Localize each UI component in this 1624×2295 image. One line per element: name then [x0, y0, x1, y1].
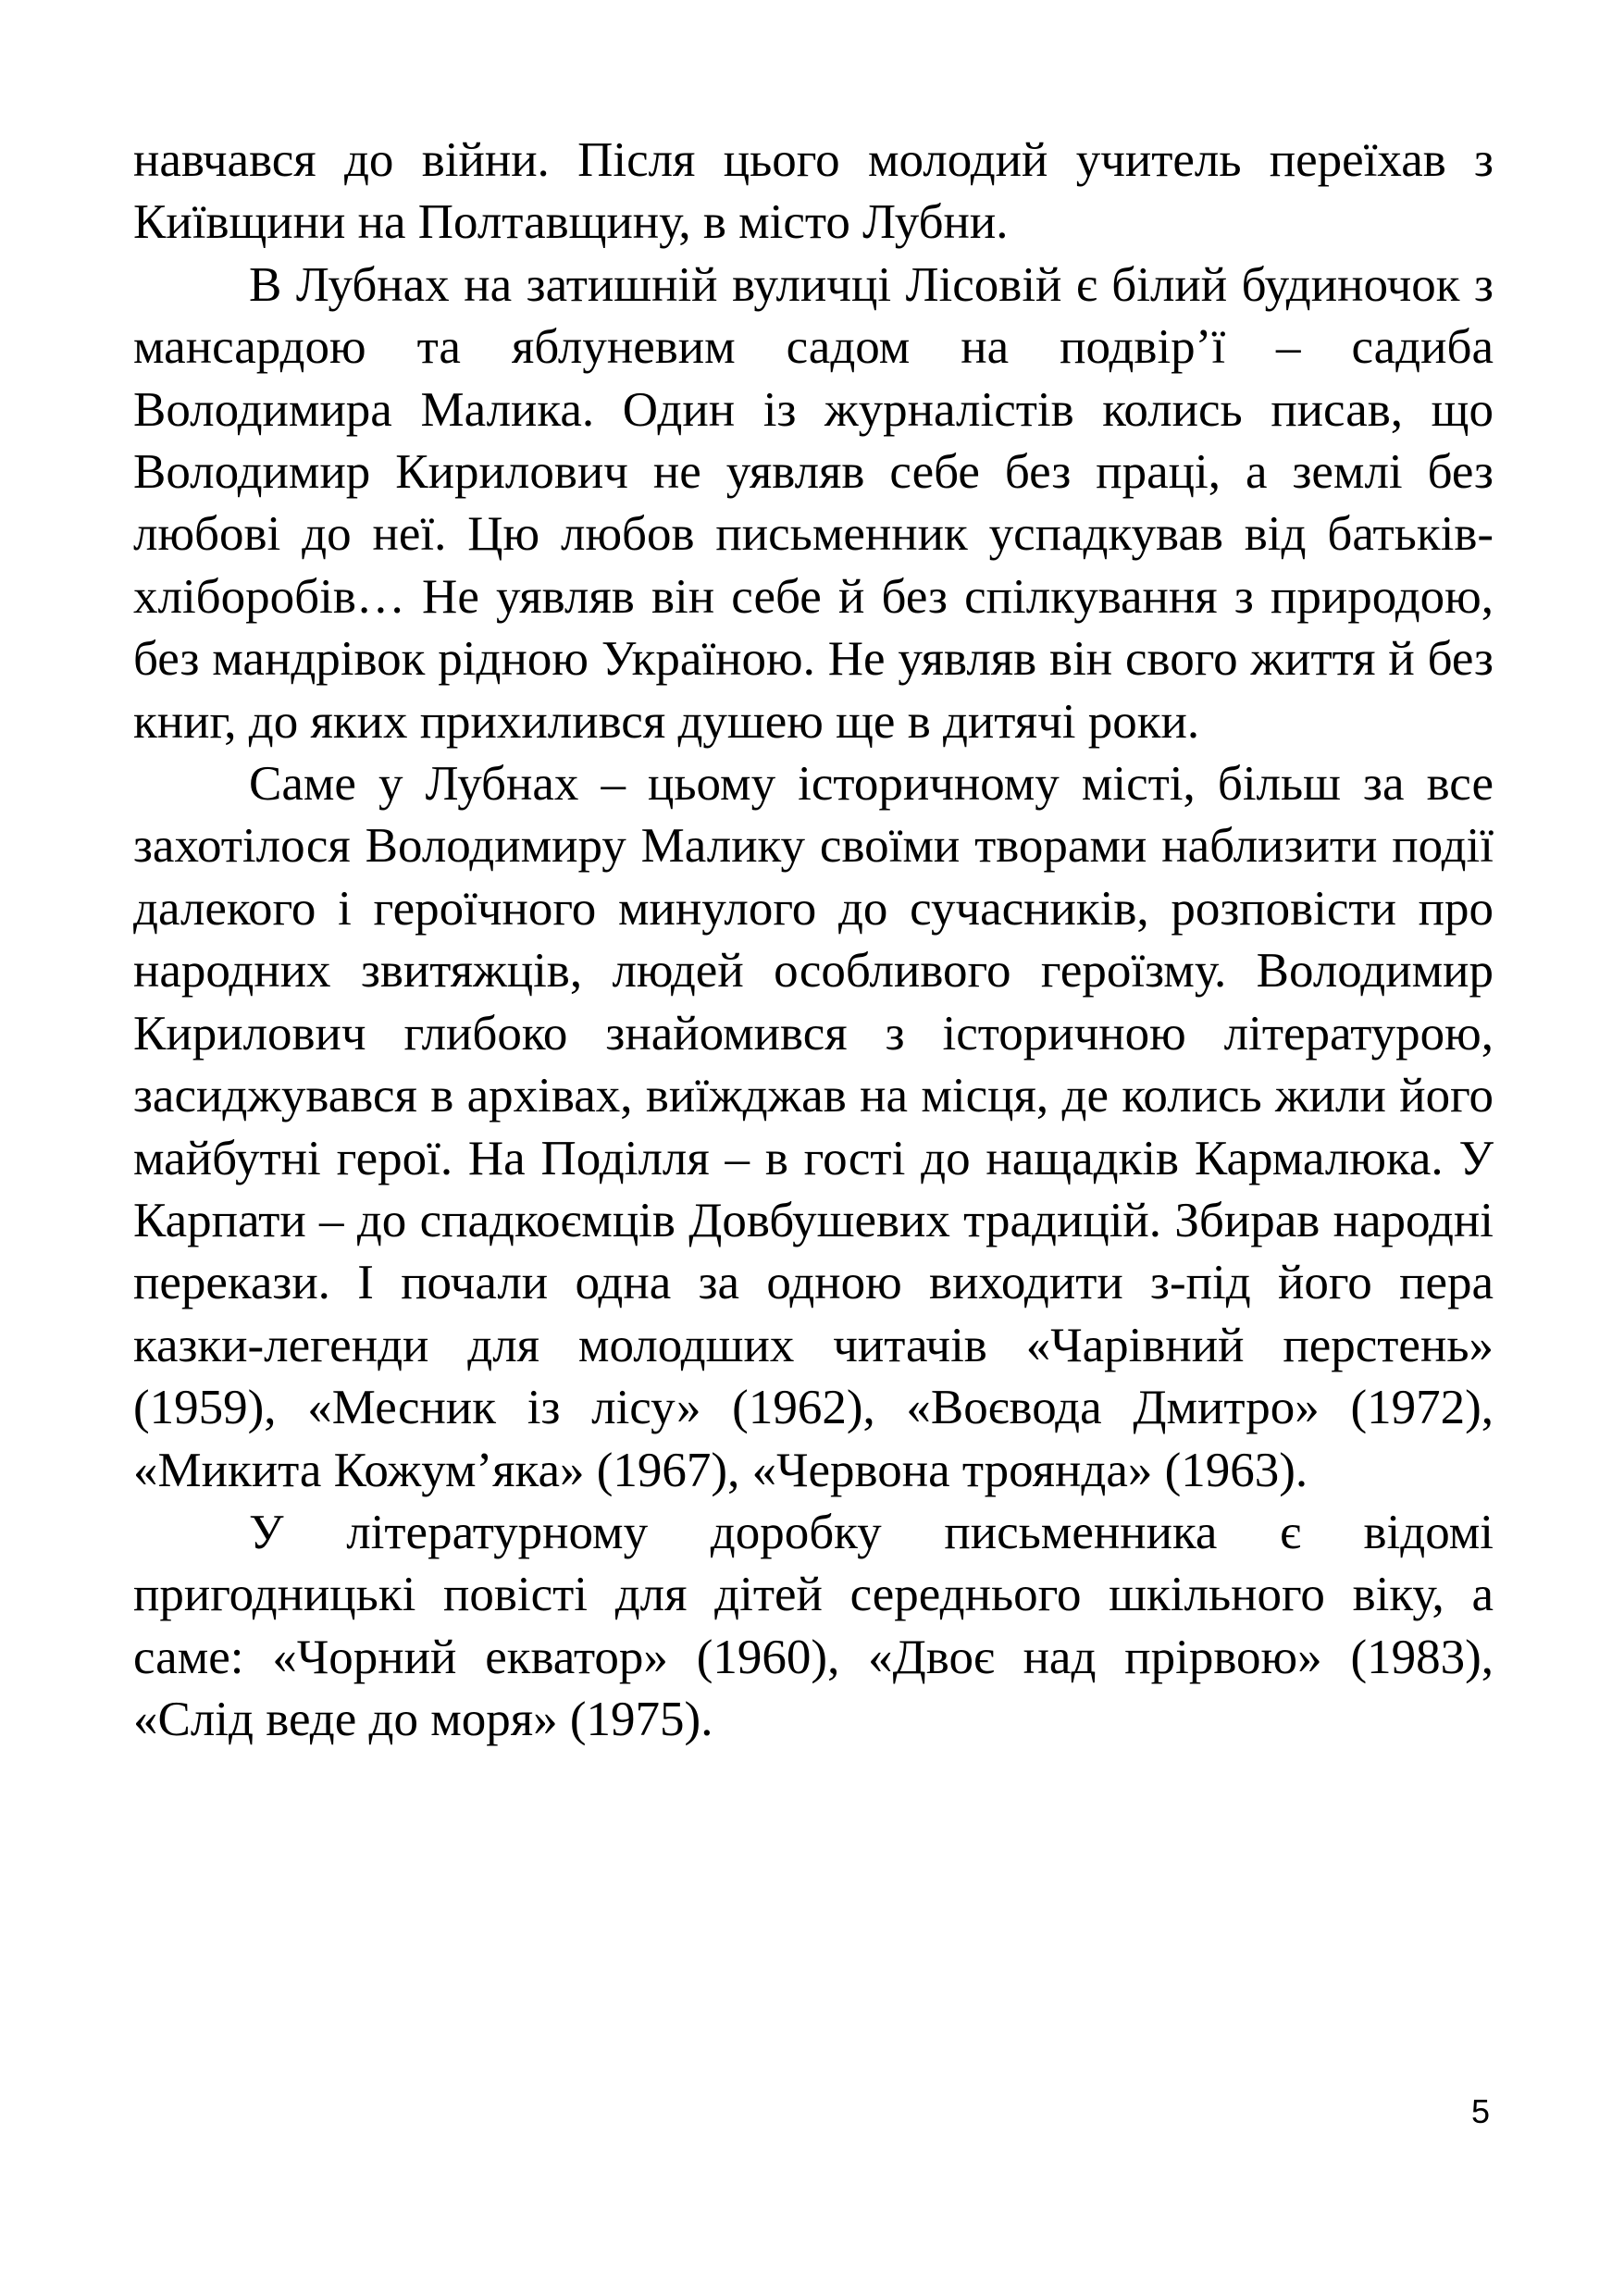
paragraph-4: У літературному доробку письменника є відомі пригодницькі повісті для дітей середнього шкільного віку, а саме: «Чорний екватор» (1960), «Двоє над прірвою» (1983), «Слід веде до моря» (1975). — [133, 1505, 1494, 1747]
paragraph-1: навчався до війни. Після цього молодий учитель переїхав з Київщини на Полтавщину, в місто Лубни. — [133, 133, 1494, 250]
body-text — [133, 130, 1494, 1752]
paragraph-2: В Лубнах на затишній вуличці Лісовій є білий будиночок з мансардою та яблуневим садом на подвір’ї – садиба Володимира Малика. Один із журналістів колись писав, що Володимир Кирилович не уявляв себе без праці, а землі без любові до неї. Цю любов письменник успадкував від батьків-хліборобів… Не уявляв він себе й без спілкування з природою, без мандрівок рідною Україною. Не уявляв він свого життя й без книг, до яких прихилився душею ще в дитячі роки. — [133, 257, 1494, 749]
paragraph-3: Саме у Лубнах – цьому історичному місті, більш за все захотілося Володимиру Малику своїми творами наблизити події далекого і героїчного минулого до сучасників, розповісти про народних звитяжців, людей особливого героїзму. Володимир Кирилович глибоко знайомився з історичною літературою, засиджувався в архівах, виїжджав на місця, де колись жили його майбутні герої. На Поділля – в гості до нащадків Кармалюка. У Карпати – до спадкоємців Довбушевих традицій. Збирав народні перекази. І почали одна за одною виходити з-під його пера казки-легенди для молодших читачів «Чарівний перстень» (1959), «Месник із лісу» (1962), «Воєвода Дмитро» (1972), «Микита Кожум’яка» (1967), «Червона троянда» (1963). — [133, 757, 1494, 1497]
page-number: 5 — [1471, 2092, 1491, 2130]
